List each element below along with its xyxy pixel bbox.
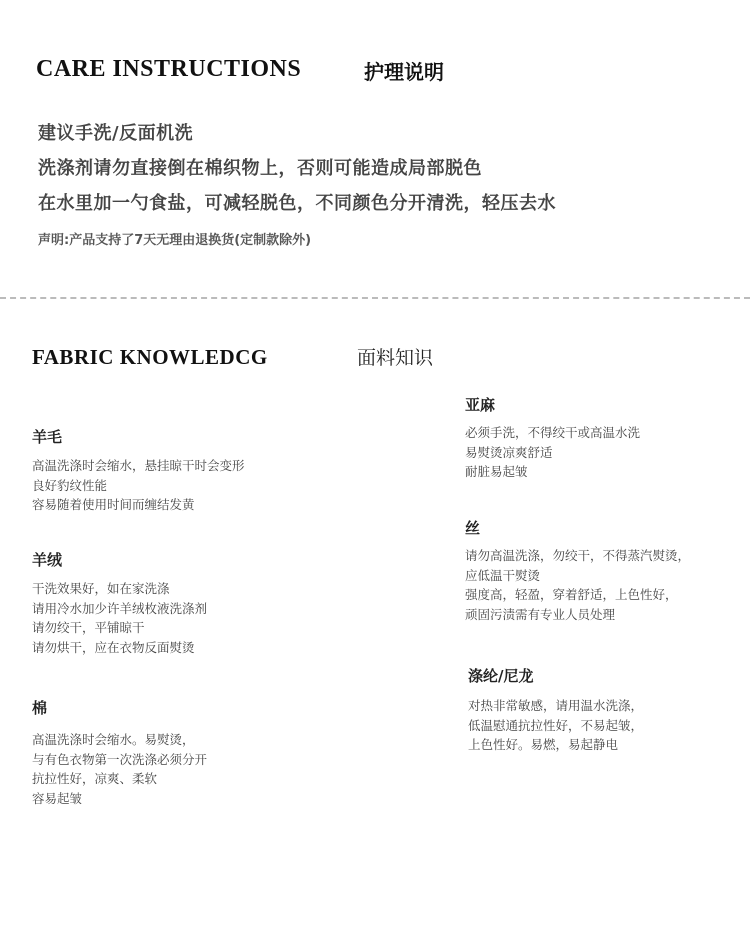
fabric-line: 与有色衣物第一次洗涤必须分开 [32,751,208,767]
fabric-line: 请勿烘干，应在衣物反面熨烫 [32,639,195,655]
fabric-line: 容易随着使用时间而缠结发黄 [32,497,195,512]
fabric-name: 棉 [32,699,48,717]
fabric-line: 顽固污渍需有专业人员处理 [465,606,616,622]
fabric-title-en: FABRIC KNOWLEDCG [32,345,268,369]
fabric-name: 亚麻 [465,396,496,414]
section-divider [0,297,750,299]
fabric-item-polyester [468,665,643,755]
fabric-line: 容易起皱 [32,790,83,806]
fabric-item-silk [465,517,690,624]
fabric-line: 应低温干熨烫 [465,567,541,583]
fabric-line: 请勿绞干，平铺晾干 [32,620,145,635]
fabric-line: 请勿高温洗涤，勿绞干，不得蒸汽熨烫， [465,548,691,563]
fabric-line: 上色性好。易燃，易起静电 [468,737,619,752]
fabric-name: 羊毛 [32,428,63,446]
fabric-item-cashmere [32,549,207,657]
fabric-name: 丝 [465,519,481,537]
fabric-title-cn: 面料知识 [357,347,434,369]
fabric-item-wool [32,426,245,515]
fabric-line: 对热非常敏感，请用温水洗涤， [468,698,644,713]
fabric-line: 高温洗涤时会缩水。易熨烫， [32,732,195,747]
fabric-line: 必须手洗，不得绞干或高温水洗 [465,425,641,440]
care-title-en: CARE INSTRUCTIONS [36,56,302,82]
care-title-cn: 护理说明 [364,60,444,84]
fabric-line: 强度高，轻盈，穿着舒适，上色性好， [465,587,678,602]
fabric-line: 抗拉性好，凉爽、柔软 [32,771,158,786]
care-line-1: 建议手洗/反面机洗 [38,123,194,144]
fabric-item-cotton [32,697,207,808]
fabric-line: 干洗效果好，如在家洗涤 [32,581,170,596]
care-line-2: 洗涤剂请勿直接倒在棉织物上，否则可能造成局部脱色 [38,158,482,179]
fabric-name: 羊绒 [32,551,63,569]
fabric-name: 涤纶/尼龙 [468,667,534,685]
fabric-line: 低温慰通抗拉性好，不易起皱， [468,717,644,733]
fabric-line: 良好豹纹性能 [32,477,108,493]
fabric-line: 易熨烫凉爽舒适 [465,444,553,460]
fabric-line: 请用冷水加少许羊绒枚液洗涤剂 [32,600,208,616]
fabric-line: 高温洗涤时会缩水，悬挂晾干时会变形 [32,458,245,473]
care-note: 声明:产品支持了7天无理由退换货(定制款除外) [38,233,312,248]
fabric-line: 耐脏易起皱 [465,464,528,479]
care-line-3: 在水里加一勺食盐，可减轻脱色，不同颜色分开清洗，轻压去水 [38,193,556,214]
fabric-item-linen [465,394,640,482]
